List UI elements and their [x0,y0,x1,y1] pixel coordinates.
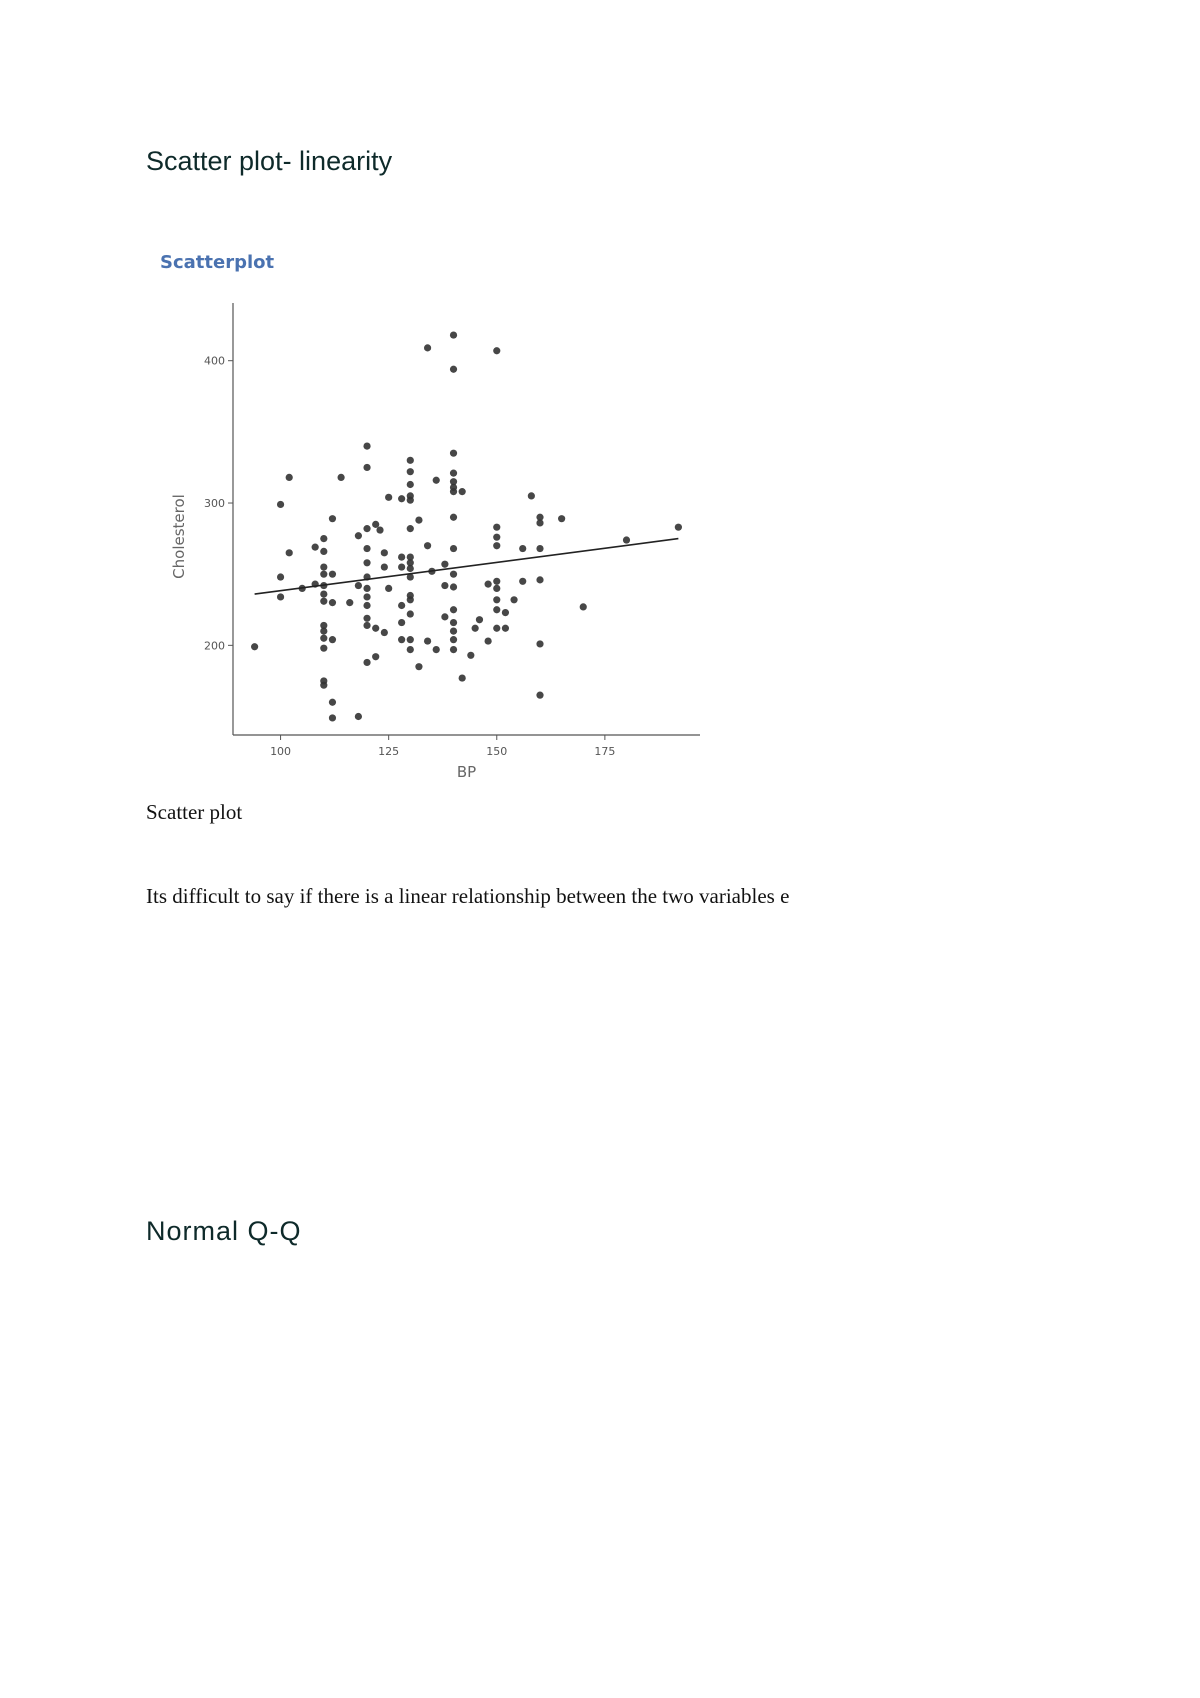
data-point [407,457,414,464]
data-point [536,519,543,526]
data-point [502,625,509,632]
data-point [407,525,414,532]
data-point [450,571,457,578]
data-point [329,599,336,606]
data-point [424,542,431,549]
data-point [320,628,327,635]
data-point [372,653,379,660]
data-point [510,596,517,603]
data-point [320,535,327,542]
data-point [441,561,448,568]
scatter-chart [150,245,710,790]
data-point [286,549,293,556]
data-point [363,559,370,566]
data-point [675,524,682,531]
data-point [398,553,405,560]
data-point [580,603,587,610]
data-point [450,646,457,653]
data-point [493,578,500,585]
data-point [450,450,457,457]
data-point [398,619,405,626]
data-point [363,464,370,471]
data-point [376,526,383,533]
data-point [450,606,457,613]
data-point [450,619,457,626]
data-point [398,636,405,643]
data-point [320,598,327,605]
section-heading-scatter: Scatter plot- linearity [146,146,393,176]
data-point [363,622,370,629]
data-point [407,646,414,653]
data-point [407,596,414,603]
data-point [372,521,379,528]
data-point [472,625,479,632]
data-point [433,477,440,484]
data-point [355,532,362,539]
data-point [450,628,457,635]
data-point [320,548,327,555]
data-point [519,578,526,585]
data-point [519,545,526,552]
data-point [424,344,431,351]
data-point [623,536,630,543]
data-point [450,545,457,552]
data-point [459,488,466,495]
data-point [338,474,345,481]
body-paragraph: Its difficult to say if there is a linear relationship between the two variables e [146,884,790,908]
data-point [329,636,336,643]
data-point [493,625,500,632]
data-point [251,643,258,650]
data-point [502,609,509,616]
data-point [536,576,543,583]
data-point [320,563,327,570]
data-point [363,545,370,552]
x-tick-label: 150 [486,745,508,758]
data-point [441,582,448,589]
data-point [536,640,543,647]
data-point [398,563,405,570]
data-point [398,495,405,502]
data-point [407,610,414,617]
data-point [346,599,353,606]
data-point [450,636,457,643]
data-point [398,602,405,609]
data-point [528,492,535,499]
data-point [286,474,293,481]
data-point [320,571,327,578]
data-point [363,585,370,592]
data-point [536,692,543,699]
data-point [363,615,370,622]
data-point [329,699,336,706]
data-point [450,331,457,338]
data-point [312,544,319,551]
data-point [433,646,440,653]
data-point [493,542,500,549]
data-point [485,581,492,588]
y-axis-label: Cholesterol [170,494,188,579]
data-point [320,645,327,652]
data-point [363,442,370,449]
data-point [441,613,448,620]
data-point [381,549,388,556]
data-point [450,514,457,521]
x-axis-label: BP [456,763,477,781]
y-tick-label: 300 [204,497,225,511]
data-point [493,347,500,354]
data-point [355,582,362,589]
data-point [329,571,336,578]
y-tick-label: 200 [204,639,225,653]
data-point [385,585,392,592]
data-point [407,497,414,504]
x-tick-label: 100 [270,745,292,758]
data-point [363,593,370,600]
data-point [407,636,414,643]
data-point [277,573,284,580]
data-point [450,470,457,477]
data-point [476,616,483,623]
data-point [493,606,500,613]
data-point [493,585,500,592]
data-point [320,591,327,598]
data-point [407,481,414,488]
figure-caption: Scatter plot [146,800,243,824]
data-point [277,501,284,508]
chart-title: Scatterplot [160,252,275,273]
chart-svg [150,245,710,790]
y-tick-label: 400 [204,354,225,368]
data-point [407,468,414,475]
data-point [381,629,388,636]
x-tick-label: 175 [594,745,616,758]
data-point [363,525,370,532]
data-point [372,625,379,632]
data-point [277,593,284,600]
data-point [415,663,422,670]
data-point [363,602,370,609]
data-point [467,652,474,659]
x-tick-label: 125 [378,745,400,758]
data-point [415,516,422,523]
data-point [485,637,492,644]
data-point [320,682,327,689]
data-point [493,596,500,603]
data-point [558,515,565,522]
data-point [493,534,500,541]
data-point [424,637,431,644]
data-point [493,524,500,531]
data-point [450,583,457,590]
data-point [355,713,362,720]
data-point [407,565,414,572]
data-point [329,515,336,522]
data-point [450,366,457,373]
data-point [450,488,457,495]
data-point [320,635,327,642]
data-point [363,659,370,666]
data-point [536,545,543,552]
data-point [459,674,466,681]
data-point [329,714,336,721]
data-point [381,563,388,570]
data-point [385,494,392,501]
section-heading-normal-qq: Normal Q-Q [146,1216,302,1246]
